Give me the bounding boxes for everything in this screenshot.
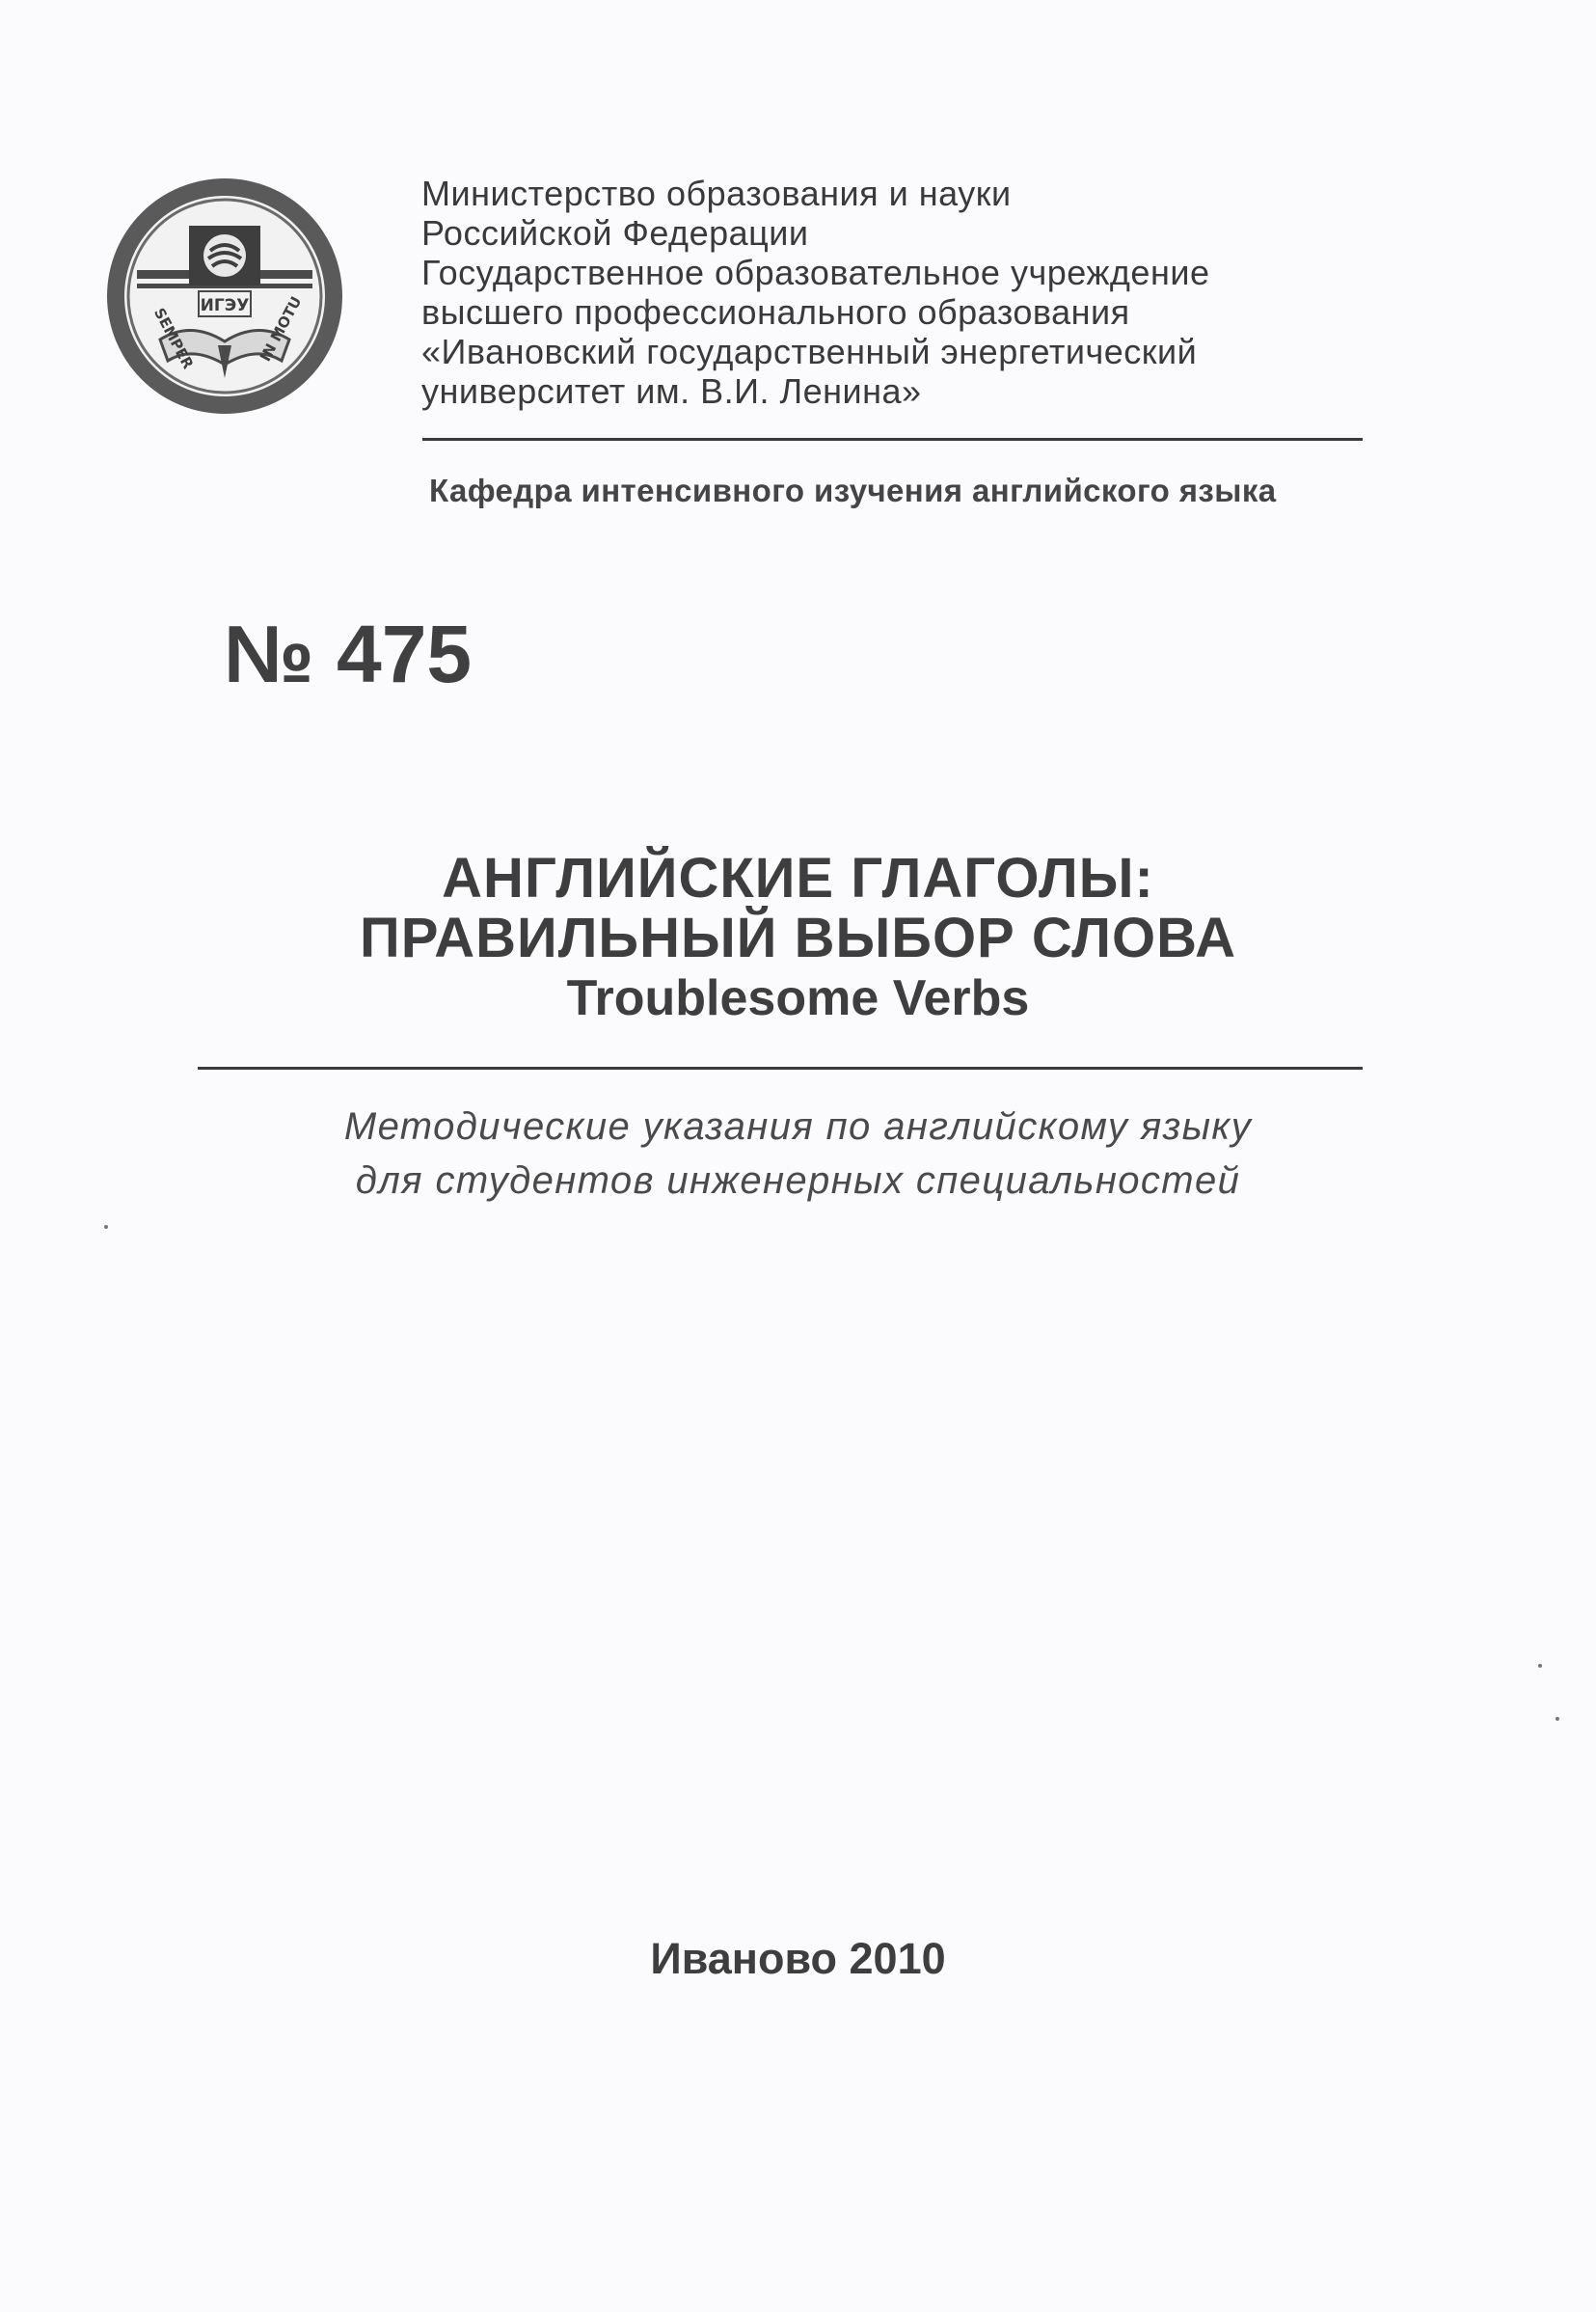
scan-speck (104, 1225, 108, 1229)
title-divider (198, 1067, 1363, 1070)
department-name: Кафедра интенсивного изучения английского языка (429, 473, 1277, 508)
place-and-year: Иваново 2010 (650, 1934, 946, 1983)
institution-line: Российской Федерации (421, 213, 809, 253)
emblem-abbreviation: ИГЭУ (200, 296, 250, 315)
university-seal-icon (104, 176, 345, 417)
subtitle-line-2: для студентов инженерных специальностей (355, 1159, 1241, 1202)
scan-speck (1538, 1664, 1542, 1668)
title-line-1: АНГЛИЙСКИЕ ГЛАГОЛЫ: (442, 847, 1154, 910)
institution-line: университет им. В.И. Ленина» (421, 371, 922, 411)
scan-speck (1555, 1717, 1559, 1721)
title-english: Troublesome Verbs (566, 970, 1030, 1026)
institution-line: «Ивановский государственный энергетический (421, 332, 1198, 371)
institution-line: Государственное образовательное учреждение (421, 253, 1210, 292)
emblem-motto-right: IN MOTU (256, 293, 306, 365)
document-title (193, 849, 1403, 1028)
institution-line: Министерство образования и науки (421, 174, 1012, 213)
emblem-motto-left: SEMPER (149, 305, 198, 372)
institution-line: высшего профессионального образования (421, 292, 1130, 332)
subtitle-line-1: Методические указания по английскому языку (343, 1105, 1253, 1148)
issue-number: № 475 (224, 609, 473, 699)
title-line-2: ПРАВИЛЬНЫЙ ВЫБОР СЛОВА (360, 907, 1236, 969)
header-divider (422, 438, 1363, 441)
institution-name (421, 174, 1386, 411)
document-subtitle (193, 1100, 1403, 1208)
